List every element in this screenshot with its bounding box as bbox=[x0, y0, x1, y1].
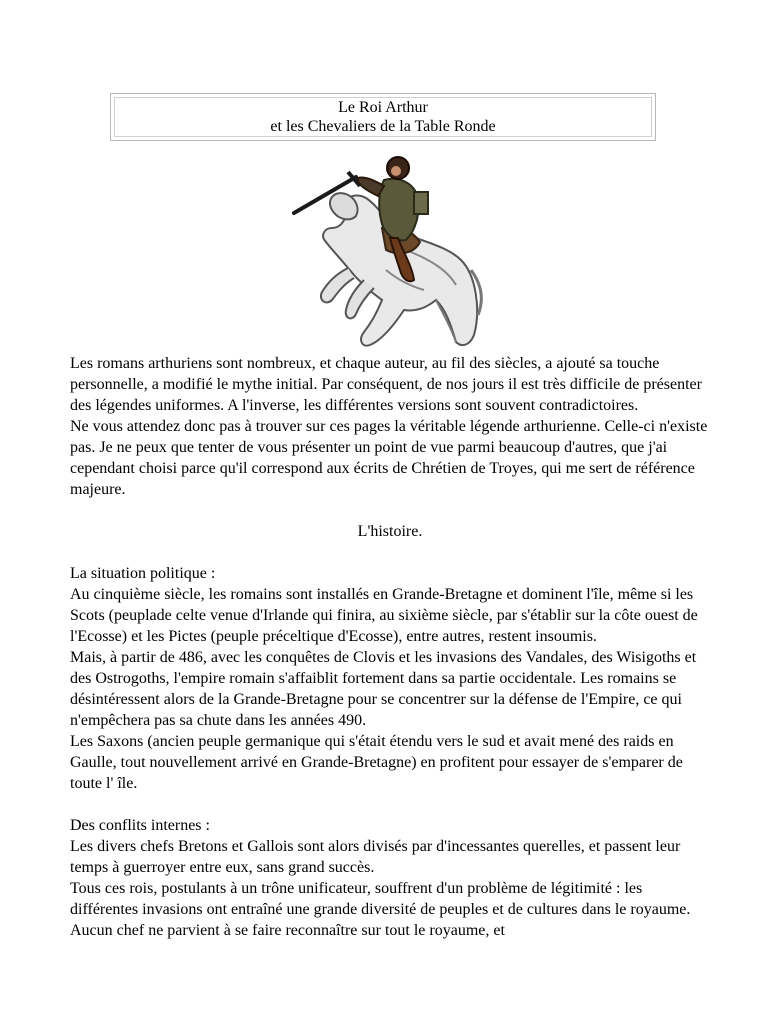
intro-paragraph-2: Ne vous attendez donc pas à trouver sur ces pages la véritable légende arthurienne. Celle-ci n'existe pas. Je ne peux que tenter de vous présenter un point de vue parmi beaucoup d'autres, que j'ai cependant choisi parce qu'il correspond aux écrits de Chrétien de Troyes, qui me sert de référence majeure. bbox=[70, 418, 708, 498]
political-paragraph-3: Les Saxons (ancien peuple germanique qui s'était étendu vers le sud et avait mené des raids en Gaulle, tout nouvellement arrivé en Grande-Bretagne) en profitent pour essayer de s'emparer de toute l' île. bbox=[70, 733, 683, 792]
conflicts-paragraph-2: Tous ces rois, postulants à un trône unificateur, souffrent d'un problème de légitimité : les différentes invasions ont entraîné une grande diversité de peuples et de cultures dans le royaume. Aucun chef ne parvient à se faire reconnaître sur tout le royaume, et bbox=[70, 880, 691, 939]
intro-paragraph-1: Les romans arthuriens sont nombreux, et chaque auteur, au fil des siècles, a ajouté sa touche personnelle, a modifié le mythe initial. Par conséquent, de nos jours il est très difficile de présenter des légendes uniformes. A l'inverse, les différentes versions sont souvent contradictoires. bbox=[70, 355, 702, 414]
conflicts-heading: Des conflits internes : bbox=[70, 817, 210, 834]
title-line-1: Le Roi Arthur bbox=[338, 99, 428, 116]
document-body bbox=[70, 353, 710, 941]
conflicts-paragraph-1: Les divers chefs Bretons et Gallois sont alors divisés par d'incessantes querelles, et passent leur temps à guerroyer entre eux, sans grand succès. bbox=[70, 838, 681, 876]
political-paragraph-1: Au cinquième siècle, les romains sont installés en Grande-Bretagne et dominent l'île, même si les Scots (peuplade celte venue d'Irlande qui finira, au sixième siècle, par s'établir sur la côte ouest de l'Ecosse) et les Pictes (peuple préceltique d'Ecosse), entre autres, restent insoumis. bbox=[70, 586, 698, 645]
political-paragraph-2: Mais, à partir de 486, avec les conquêtes de Clovis et les invasions des Vandales, des Wisigoths et des Ostrogoths, l'empire romain s'affaiblit fortement dans sa partie occidentale. Les romains se désintéressent alors de la Grande-Bretagne pour se concentrer sur la défense de l'Empire, ce qui n'empêchera pas sa chute dans les années 490. bbox=[70, 649, 697, 729]
title-box-inner bbox=[114, 97, 652, 137]
section-heading: L'histoire. bbox=[357, 523, 423, 540]
title-box bbox=[110, 93, 656, 141]
title-line-2: et les Chevaliers de la Table Ronde bbox=[270, 118, 496, 135]
mounted-knight-icon bbox=[286, 150, 486, 355]
political-heading: La situation politique : bbox=[70, 565, 216, 582]
